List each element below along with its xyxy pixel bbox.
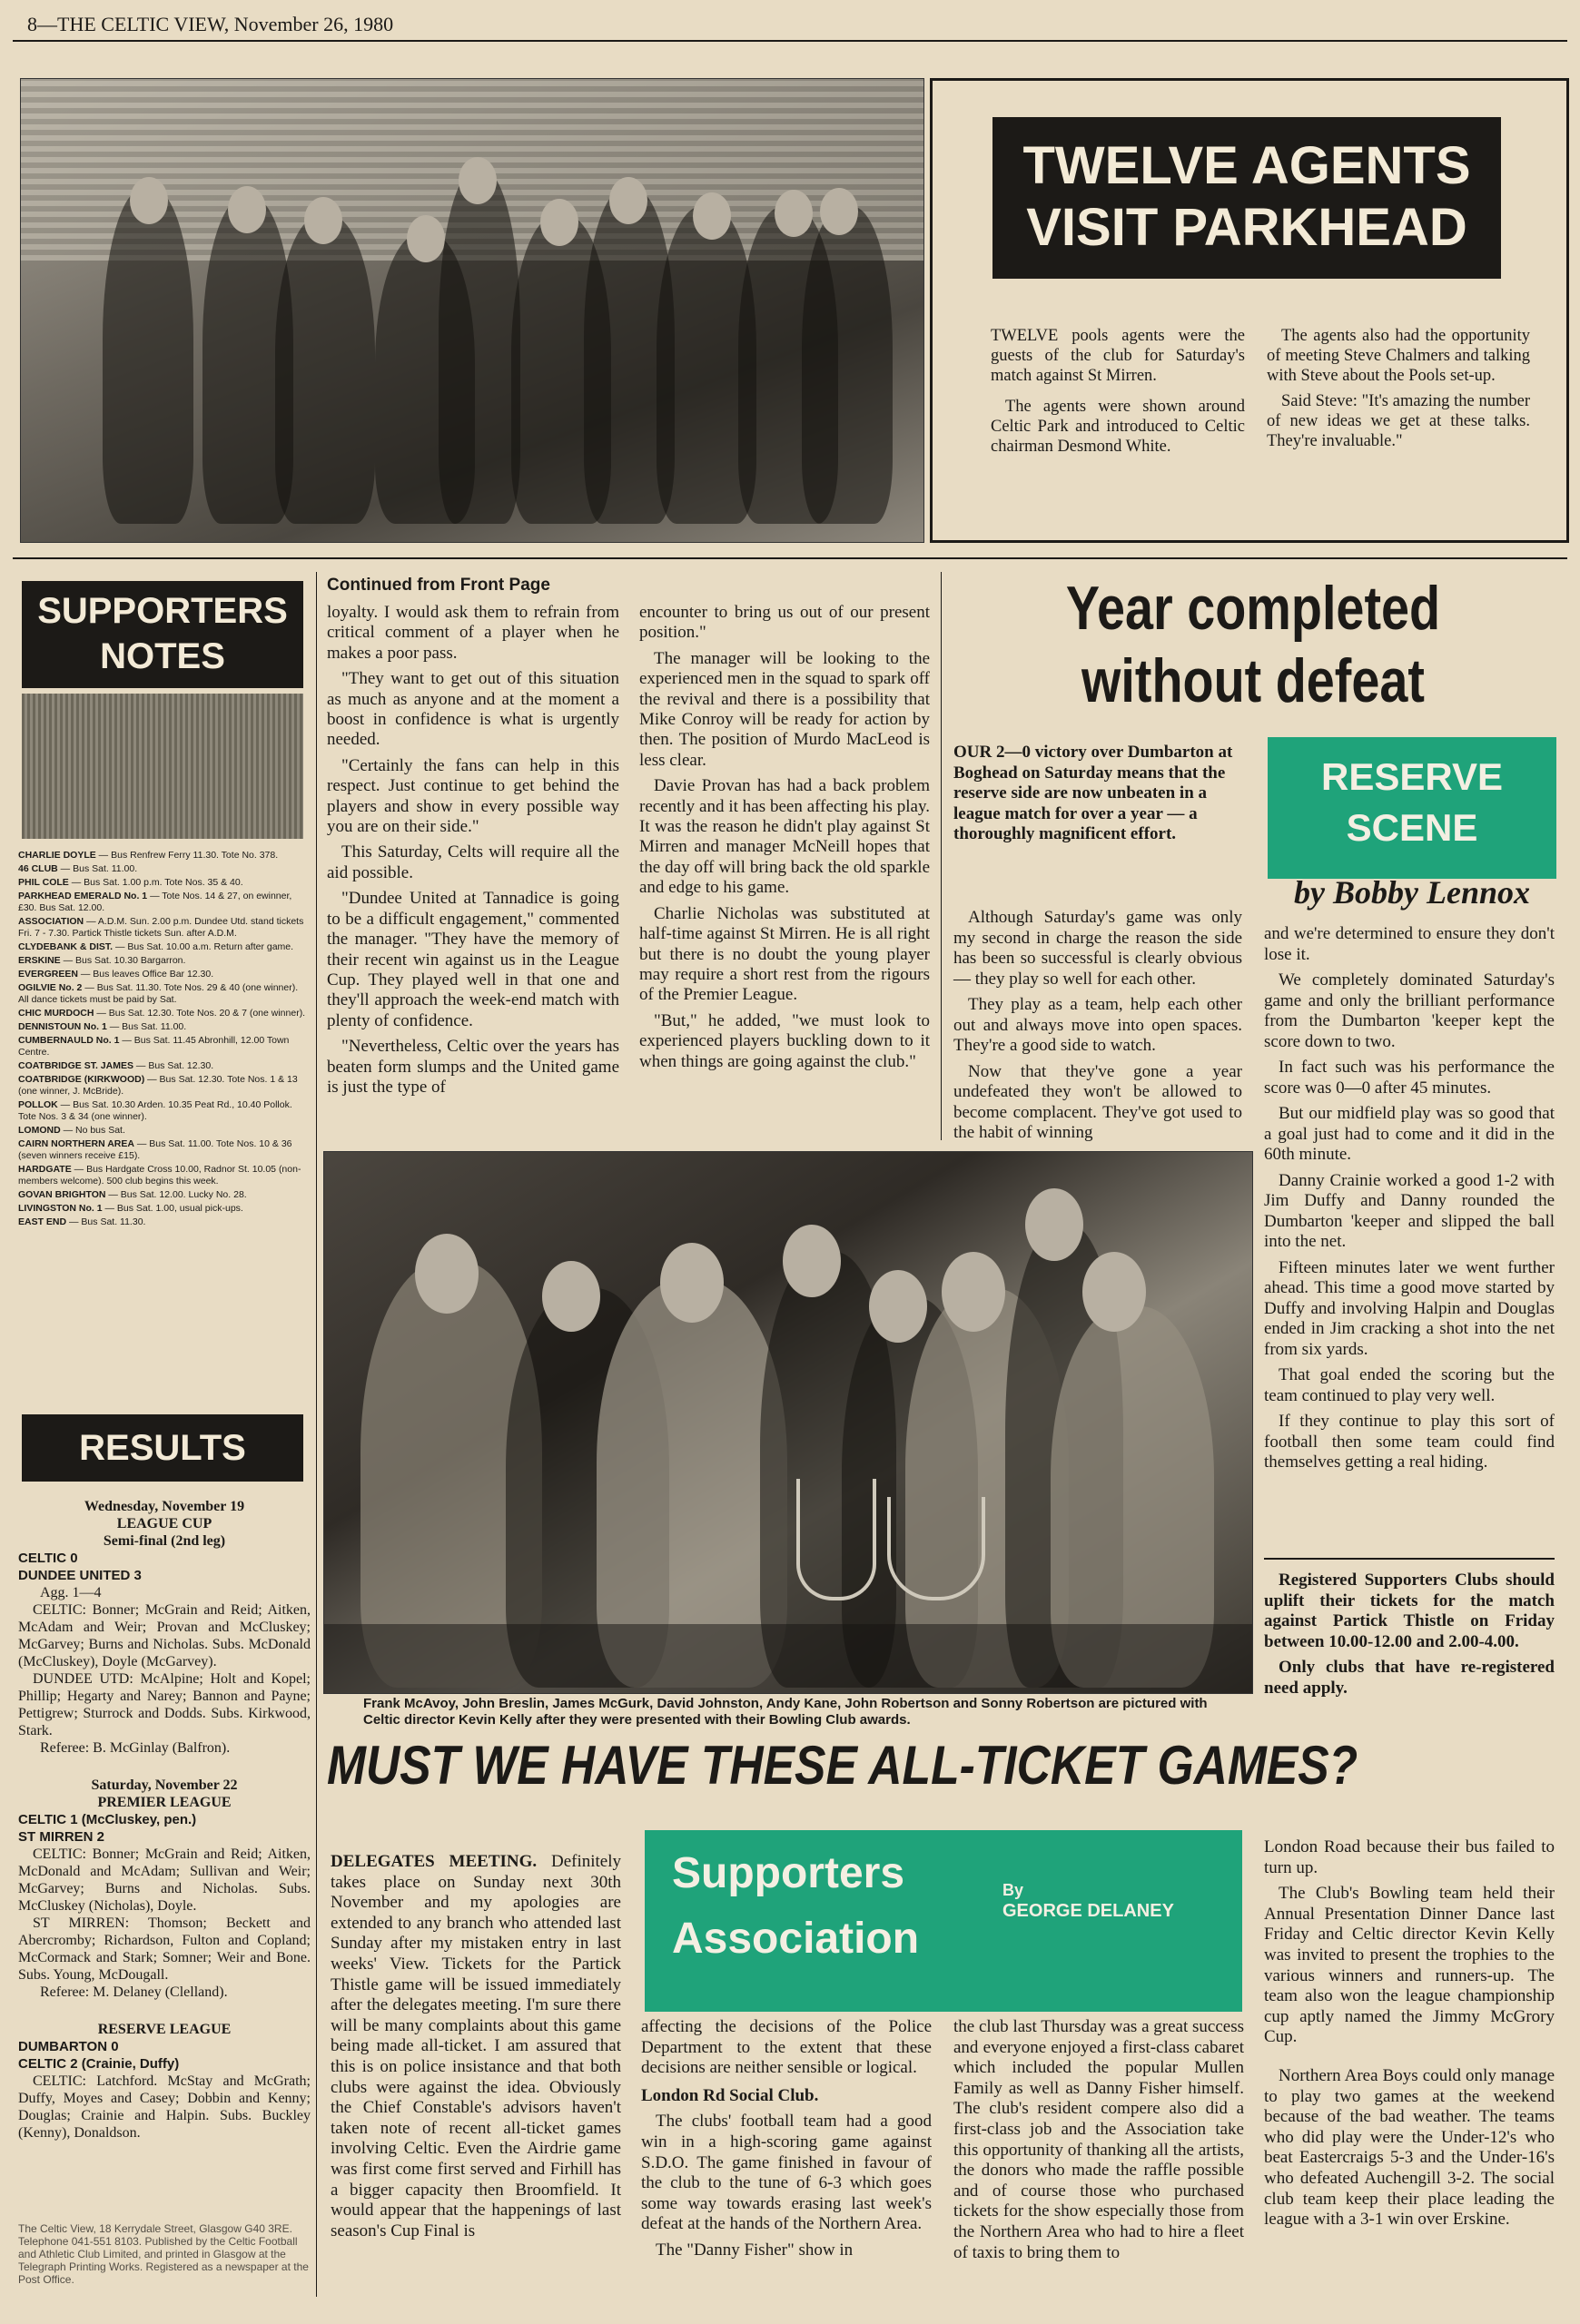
note-club: CHIC MURDOCH	[18, 1008, 94, 1019]
note-club: ASSOCIATION	[18, 916, 84, 927]
note-item	[18, 1099, 309, 1123]
all-ticket-headline: MUST WE HAVE THESE ALL-TICKET GAMES?	[327, 1735, 1358, 1796]
result-line: CELTIC 1 (McCluskey, pen.)	[18, 1812, 197, 1827]
result-line: Saturday, November 22	[91, 1777, 238, 1793]
note-text: — Bus Sat. 11.00. Tote Nos. 10 & 36 (seven winners receive £15).	[18, 1138, 292, 1161]
note-text: — Bus Sat. 11.45 Abronhill, 12.00 Town Centre.	[18, 1035, 290, 1058]
front-page-col1: loyalty. I would ask them to refrain from critical comment of a player when he makes a poor pass. "They want to get out of this situation as much as anyone and at the moment a boost in confidence is what is urgently needed. "Certainly the fans can help in this respect. Just continue to get behind the players and show in every possible way you are on their side." This Saturday, Celts will require all the aid possible. "Dundee United at Tannadice is going to be a difficult engagement," commented the manager. "They have the memory of their recent win against us in the League Cup. They played well in that one and they'll approach the week-end match with plenty of confidence. "Nevertheless, Celtic over the years has beaten form slumps and the United game is just the type of	[327, 603, 619, 1097]
result-line: Agg. 1—4	[40, 1585, 102, 1600]
note-text: — Bus Sat. 11.30. Tote Nos. 29 & 40 (one winner). All dance tickets must be paid by Sat.	[18, 982, 299, 1005]
bowling-caption: Frank McAvoy, John Breslin, James McGurk, David Johnston, Andy Kane, John Robertson and Sonny Robertson are pictured with Celtic director Kevin Kelly after they were presented with their Bowling Club awards.	[363, 1696, 1208, 1728]
section-rule	[13, 557, 1567, 559]
note-item	[18, 941, 309, 953]
result-line: RESERVE LEAGUE	[97, 2022, 232, 2037]
note-club: COATBRIDGE ST. JAMES	[18, 1060, 133, 1071]
front-page-col2: encounter to bring us out of our present position." The manager will be looking to the experienced men in the squad to spark off the revival and there is a possibility that Mike Conroy will be ready for action by then. The position of Murdo MacLeod is less clear. Davie Provan has had a back problem recently and it has been affecting his play. It was the reason he didn't play against St Mirren and manager McNeill hopes that the day off will bring back the old sparkle and edge to his game. Charlie Nicholas was substituted at half-time against St Mirren. He is all right but there is no doubt the young player may require a short rest from the rigours of the Premier League. "But," he added, "we must look to experienced players buckling down to it when things are going against the club."	[639, 603, 930, 1071]
result-line: CELTIC 0	[18, 1551, 78, 1566]
note-item	[18, 1021, 309, 1033]
note-item	[18, 850, 309, 862]
note-club: LOMOND	[18, 1125, 61, 1136]
column-rule-2	[941, 572, 942, 1140]
note-club: CHARLIE DOYLE	[18, 850, 96, 861]
note-item	[18, 1008, 309, 1019]
association-col2: affecting the decisions of the Police Department to the extent that these decisions are neither sensible or logical. London Rd Social Club. The clubs' football team had a good win in a high-scoring game against S.D.O. The game finished in favour of the club to the tune of 6-3 which goes some way towards erasing last week's defeat at the hands of the Northern Area. The "Danny Fisher" show in	[641, 2017, 932, 2260]
note-item	[18, 969, 309, 980]
note-item	[18, 1203, 309, 1215]
note-item	[18, 863, 309, 875]
result-line: CELTIC: Bonner; McGrain and Reid; Aitken, McDonald and McAdam; Sullivan and Weir; McGarvey; Burns and Nicholas. Subs. McCluskey (Nicholas), Doyle.	[18, 1846, 311, 1914]
bowling-photo	[323, 1151, 1253, 1694]
agents-headline: TWELVE AGENTS VISIT PARKHEAD	[992, 117, 1501, 279]
note-item	[18, 1164, 309, 1187]
note-item	[18, 1125, 309, 1137]
note-club: GOVAN BRIGHTON	[18, 1189, 106, 1200]
note-item	[18, 891, 309, 914]
notice-rule	[1264, 1558, 1555, 1560]
note-text: — Bus Sat. 12.30.	[133, 1060, 214, 1071]
association-col4: London Road because their bus failed to turn up. The Club's Bowling team held their Annual Presentation Dinner Dance last Friday and Celtic director Kevin Kelly was invited to present the trophies to the various winners and runners-up. The team also won the league championship cup aptly named the Jimmy McGrory Cup. Northern Area Boys could only manage to play two games at the weekend because of the bad weather. The teams who did play were the Under-12's who beat Eastercraigs 5-3 and the Under-16's who defeated Auchengill 3-2. The social club team keep their place leading the league with a 3-1 win over Erskine.	[1264, 1837, 1555, 2230]
note-club: EVERGREEN	[18, 969, 78, 980]
reserve-byline: by Bobby Lennox	[1294, 874, 1530, 911]
note-text: — Bus Sat. 12.00. Lucky No. 28.	[105, 1189, 247, 1200]
note-text: — Bus Sat. 12.30. Tote Nos. 1 & 13 (one winner, J. McBride).	[18, 1074, 298, 1097]
result-line: LEAGUE CUP	[116, 1516, 212, 1531]
note-club: LIVINGSTON No. 1	[18, 1203, 103, 1214]
note-club: PHIL COLE	[18, 877, 69, 888]
note-item	[18, 1189, 309, 1201]
note-item	[18, 955, 309, 967]
year-lead: OUR 2—0 victory over Dumbarton at Boghead on Saturday means that the reserve side are now unbeaten in a league match for over a year — a thoroughly magnificent effort.	[953, 743, 1233, 843]
note-text: — Bus Sat. 10.30 Arden. 10.35 Peat Rd., 10.40 Pollok. Tote Nos. 3 & 34 (one winner).	[18, 1099, 292, 1122]
result-line: Referee: M. Delaney (Clelland).	[40, 1984, 228, 2000]
agents-col2: The agents also had the opportunity of meeting Steve Chalmers and talking with Steve about the Pools set-up. Said Steve: "It's amazing the number of new ideas we get at these talks. They're invaluable."	[1267, 327, 1530, 450]
note-item	[18, 1035, 309, 1059]
result-line: DUNDEE UTD: McAlpine; Holt and Kopel; Phillip; Hegarty and Narey; Bannon and Payne; Pettigrew; Sturrock and Dodds. Subs. Kirkwood, Stark.	[18, 1671, 311, 1738]
agents-panel	[930, 78, 1569, 543]
result-line: CELTIC 2 (Crainie, Duffy)	[18, 2056, 180, 2072]
note-club: CAIRN NORTHERN AREA	[18, 1138, 134, 1149]
year-col2: and we're determined to ensure they don't lose it. We completely dominated Saturday's game and only the brilliant performance from the Dumbarton 'keeper kept the score down to two. In fact such was his performance the score was 0—0 after 45 minutes. But our midfield play was so good that a goal just had to come and it did in the 60th minute. Danny Crainie worked a good 1-2 with Jim Duffy and Danny rounded the Dumbarton 'keeper and slipped the ball into the net. Fifteen minutes later we went further ahead. This time a good move started by Duffy and involving Halpin and Douglas ended in Jim cracking a shot into the net from six yards. That goal ended the scoring but the team continued to play very well. If they continue to play this sort of football then some team could find themselves getting a real hiding.	[1264, 924, 1555, 1472]
note-club: CUMBERNAULD No. 1	[18, 1035, 120, 1046]
crowd-photo	[22, 694, 303, 839]
note-text: — Bus Sat. 11.30.	[66, 1216, 146, 1227]
result-line: ST MIRREN 2	[18, 1829, 105, 1845]
page-folio: 8—THE CELTIC VIEW, November 26, 1980	[27, 13, 394, 35]
note-text: — No bus Sat.	[60, 1125, 125, 1136]
note-item	[18, 1074, 309, 1098]
note-club: POLLOK	[18, 1099, 58, 1110]
note-item	[18, 916, 309, 940]
note-item	[18, 1138, 309, 1162]
note-text: — Bus leaves Office Bar 12.30.	[77, 969, 214, 980]
note-item	[18, 1060, 309, 1072]
note-item	[18, 982, 309, 1006]
note-text: — Bus Hardgate Cross 10.00, Radnor St. 10.05 (non-members welcome). 500 club begins this week.	[18, 1164, 301, 1187]
continued-label: Continued from Front Page	[327, 576, 550, 595]
result-line: ST MIRREN: Thomson; Beckett and Abercromby; Richardson, Fulton and Copland; McCormack and Stark; Somner; Weir and Bone. Subs. Young, McDougall.	[18, 1915, 311, 1983]
note-text: — Bus Renfrew Ferry 11.30. Tote No. 378.	[95, 850, 279, 861]
note-text: — Bus Sat. 11.00.	[106, 1021, 187, 1032]
note-text: — Bus Sat. 1.00 p.m. Tote Nos. 35 & 40.	[68, 877, 243, 888]
result-line: DUMBARTON 0	[18, 2039, 119, 2054]
column-rule	[316, 572, 317, 2297]
note-text: — Bus Sat. 12.30. Tote Nos. 20 & 7 (one winner).	[94, 1008, 306, 1019]
note-club: CLYDEBANK & DIST.	[18, 941, 114, 952]
note-club: 46 CLUB	[18, 863, 58, 874]
note-text: — A.D.M. Sun. 2.00 p.m. Dundee Utd. stand tickets Fri. 7 - 7.30. Partick Thistle tickets Sun. after A.D.M.	[18, 916, 304, 939]
imprint: The Celtic View, 18 Kerrydale Street, Glasgow G40 3RE. Telephone 041-551 8103. Published by the Celtic Football and Athletic Club Limited, and printed in Glasgow at the Telegraph Printing Works. Registered as a newspaper at the Post Office.	[18, 2222, 309, 2286]
note-item	[18, 877, 309, 889]
note-club: EAST END	[18, 1216, 67, 1227]
association-col3: the club last Thursday was a great success and everyone enjoyed a first-class cabaret which included the popular Mullen Family as well as Danny Fisher himself. The club's resident compere also did a first-class job and the Association take this opportunity of thanking all the artists, the donors who made the raffle possible and of course those who purchased tickets for the show especially those from the Northern Area who had to hire a fleet of taxis to bring them to	[953, 2017, 1244, 2262]
note-club: PARKHEAD EMERALD No. 1	[18, 891, 148, 901]
note-text: — Bus Sat. 10.00 a.m. Return after game.	[113, 941, 294, 952]
note-item	[18, 1216, 309, 1228]
agents-col1: TWELVE pools agents were the guests of the club for Saturday's match against St Mirren. The agents were shown around Celtic Park and introduced to Celtic chairman Desmond White.	[991, 327, 1245, 456]
result-line	[18, 2001, 311, 2021]
result-line	[18, 1757, 311, 1777]
note-club: HARDGATE	[18, 1164, 72, 1175]
supporters-notes-title: SUPPORTERS NOTES	[22, 581, 303, 688]
note-text: — Bus Sat. 11.00.	[57, 863, 138, 874]
year-col1: Although Saturday's game was only my second in charge the reason the side has been so successful is clearly obvious — they play so well for each other. They play as a team, help each other out and always move into open spaces. They're a good side to watch. Now that they've gone a year undefeated they won't be allowed to become complacent. They've got used to the habit of winning	[953, 908, 1242, 1142]
result-line: CELTIC: Latchford. McStay and McGrath; Duffy, Moyes and Casey; Dobbin and Kenny; Douglas; Crainie and Halpin. Subs. Buckley (Kenny), Donaldson.	[18, 2073, 311, 2141]
note-club: COATBRIDGE (KIRKWOOD)	[18, 1074, 145, 1085]
note-club: OGILVIE No. 2	[18, 982, 83, 993]
association-col1: DELEGATES MEETING. Definitely takes place on Sunday next 30th November and my apologies are extended to any branch who attended last Sunday after my mistaken entry in last weeks' View. Tickets for the Partick Thistle game will be issued immediately after the delegates meeting. I'm sure there will be many complaints about this game being made all-ticket. I am assured that this is on police insistance and that both clubs were against the idea. Obviously the Chief Constable's advisors haven't taken note of recent all-ticket games involving Celtic. Even the Airdrie game was first come first served and Firhill has a bigger capacity then Broomfield. It would appear that the happenings of last season's Cup Final is	[331, 1852, 621, 2240]
result-line: Semi-final (2nd leg)	[103, 1533, 226, 1549]
result-line: Wednesday, November 19	[84, 1499, 245, 1514]
agents-photo	[20, 78, 924, 543]
registration-notice: Registered Supporters Clubs should uplift their tickets for the match against Partick Thistle on Friday between 10.00-12.00 and 2.00-4.00. Only clubs that have re-registered need apply.	[1264, 1571, 1555, 1698]
result-line: Referee: B. McGinlay (Balfron).	[40, 1740, 231, 1756]
result-line: CELTIC: Bonner; McGrain and Reid; Aitken, McAdam and Weir; Provan and McCluskey; McGarvey; Burns and Nicholas. Subs. McDonald (McCluskey), Doyle (McGarvey).	[18, 1602, 311, 1669]
supporters-notes-list	[18, 850, 309, 1230]
reserve-scene-banner: RESERVE SCENE	[1268, 737, 1556, 879]
note-club: ERSKINE	[18, 955, 61, 966]
year-headline: Year completed without defeat	[1065, 574, 1441, 715]
result-line: DUNDEE UNITED 3	[18, 1568, 142, 1583]
note-text: — Tote Nos. 14 & 27, on ewinner, £30. Bus Sat. 12.00.	[18, 891, 292, 913]
association-banner: Supporters Association By GEORGE DELANEY	[645, 1830, 1242, 2012]
results-title: RESULTS	[22, 1414, 303, 1482]
top-rule	[13, 40, 1567, 42]
note-text: — Bus Sat. 1.00, usual pick-ups.	[102, 1203, 243, 1214]
note-text: — Bus Sat. 10.30 Bargarron.	[60, 955, 186, 966]
results-list	[18, 1498, 311, 2142]
note-club: DENNISTOUN No. 1	[18, 1021, 107, 1032]
result-line: PREMIER LEAGUE	[97, 1795, 232, 1810]
